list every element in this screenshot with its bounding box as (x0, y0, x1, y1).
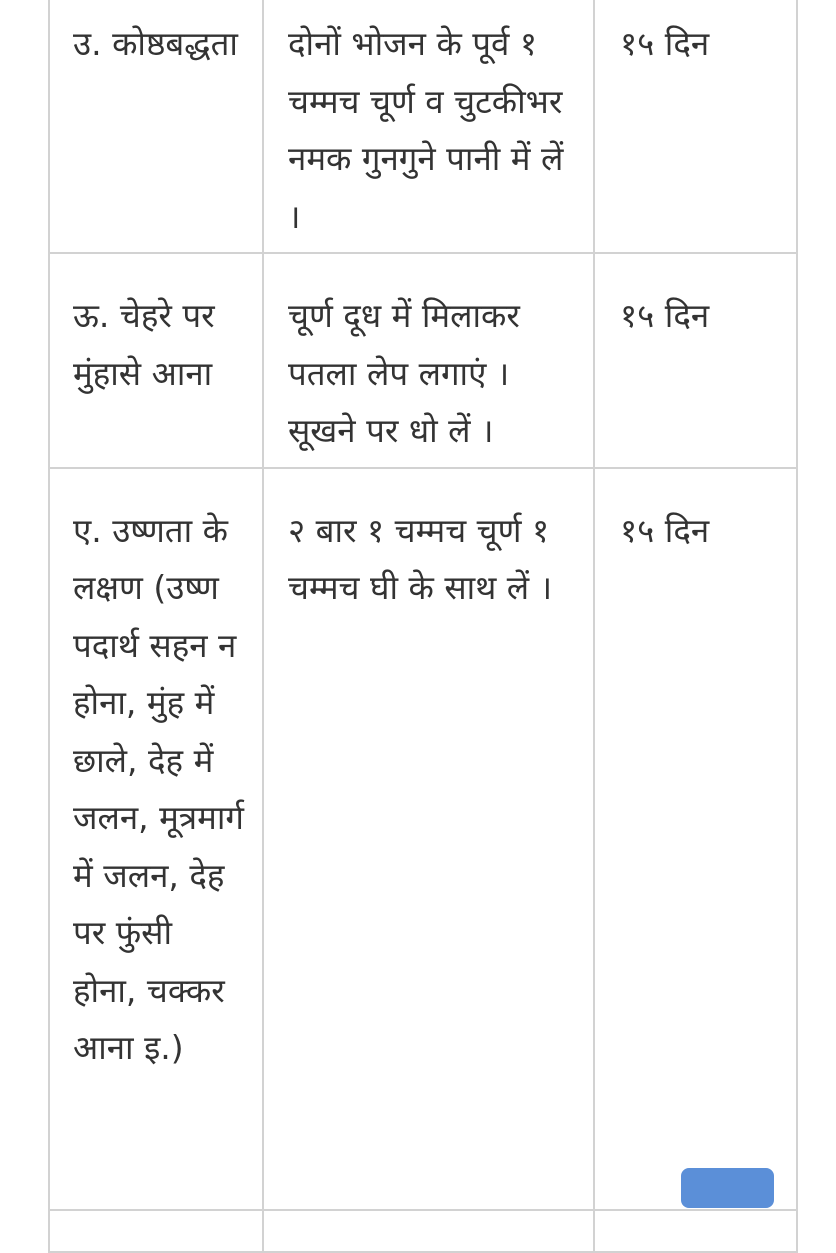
table-row (49, 253, 797, 468)
empty-cell (263, 1210, 594, 1252)
duration-cell: १५ दिन (594, 0, 797, 253)
empty-cell (49, 1210, 263, 1252)
scroll-to-top-button[interactable] (681, 1168, 774, 1208)
method-cell: चूर्ण दूध में मिलाकर पतला लेप लगाएं । सूखने पर धो लें । (263, 253, 594, 468)
condition-cell: ऊ. चेहरे पर मुंहासे आना (49, 253, 263, 468)
table-row (49, 468, 797, 1210)
condition-cell: उ. कोष्ठबद्धता (49, 0, 263, 253)
table-row-partial (49, 1210, 797, 1252)
duration-cell: १५ दिन (594, 253, 797, 468)
table-row (49, 0, 797, 253)
method-cell: दोनों भोजन के पूर्व १ चम्मच चूर्ण व चुटकीभर नमक गुनगुने पानी में लें । (263, 0, 594, 253)
empty-cell (594, 1210, 797, 1252)
condition-cell: ए. उष्णता के लक्षण (उष्ण पदार्थ सहन न होना, मुंह में छाले, देह में जलन, मूत्रमार्ग में जलन, देह पर फुंसी होना, चक्कर आना इ.) (49, 468, 263, 1210)
duration-cell: १५ दिन (594, 468, 797, 1210)
method-cell: २ बार १ चम्मच चूर्ण १ चम्मच घी के साथ लें । (263, 468, 594, 1210)
remedy-table (48, 0, 798, 1253)
